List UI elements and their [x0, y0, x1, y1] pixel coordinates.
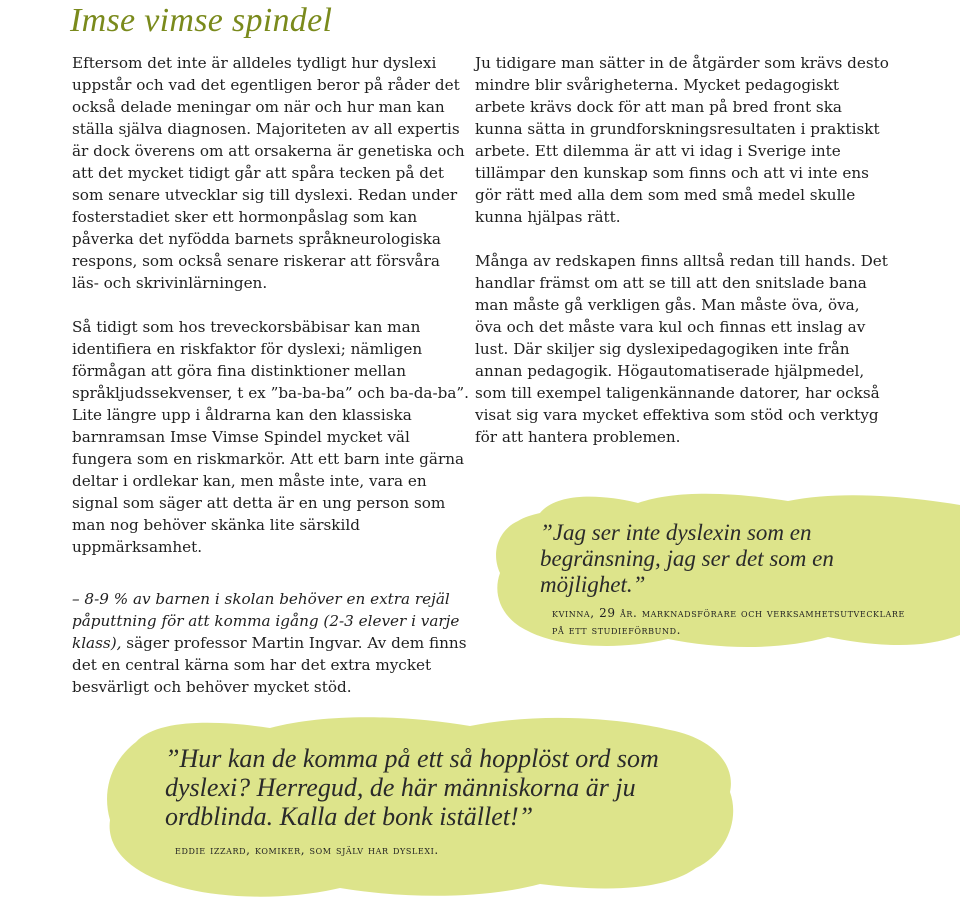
page-title: Imse vimse spindel — [70, 2, 333, 39]
body-paragraph: Eftersom det inte är alldeles tydligt hur dyslexi uppstår och vad det egentligen beror på råder det också delade meningar om när och hur man kan ställa själva diagnosen. Majoriteten av all expertis är dock överens om att orsakerna är genetiska och att det mycket tidigt går att spåra tecken på det som senare utvecklar sig till dyslexi. Redan under fosterstadiet sker ett hormonpåslag som kan påverka det nyfödda barnets språkneurologiska respons, som också senare riskerar att försvåra läs- och skrivinlärningen. — [72, 54, 465, 292]
body-paragraph: Ju tidigare man sätter in de åtgärder som krävs desto mindre blir svårigheterna. Mycket pedagogiskt arbete krävs dock för att man på bred front ska kunna sätta in grundforskningsresultaten i praktiskt arbete. Ett dilemma är att vi idag i Sverige inte tillämpar den kunskap som finns och att vi inte ens gör rätt med alla dem som med små medel skulle kunna hjälpas rätt. — [475, 54, 889, 226]
body-paragraph: Så tidigt som hos treveckorsbäbisar kan man identifiera en riskfaktor för dyslexi; nämligen förmågan att göra fina distinktioner mellan språkljudssekvenser, t ex ”ba-ba-ba” och ba-da-ba”. Lite längre upp i åldrarna kan den klassiska barnramsan Imse Vimse Spindel mycket väl fungera som en riskmarkör. Att ett barn inte gärna deltar i ordlekar kan, men måste inte, vara en signal som säger att detta är en ung person som man nog behöver skänka lite särskild uppmärksamhet. — [72, 318, 469, 556]
left-column — [72, 52, 470, 698]
quote-attribution-2: eddie izzard, komiker, som själv har dyslexi. — [175, 843, 439, 857]
quote-text-2: ”Hur kan de komma på ett så hopplöst ord som dyslexi? Herregud, de här människorna är ju ordblinda. Kalla det bonk istället!” — [165, 744, 659, 831]
quote-paragraph-rest: säger professor Martin Ingvar. Av dem finns det en central kärna som har det extra mycket besvärligt och behöver mycket stöd. — [72, 634, 467, 696]
quote-attribution-1: kvinna, 29 år. marknadsförare och verksamhetsutvecklare på ett studieförbund. — [552, 606, 905, 637]
right-column — [475, 52, 890, 448]
italic-quote-text: – 8-9 % av barnen i skolan behöver en extra rejäl påputtning för att komma igång (2-3 elever i varje klass), — [72, 590, 460, 652]
quote-text-1: ”Jag ser inte dyslexin som en begränsning, jag ser det som en möjlighet.” — [540, 520, 834, 597]
quote-paragraph — [72, 588, 470, 698]
body-paragraph: Många av redskapen finns alltså redan till hands. Det handlar främst om att se till att den snitslade bana man måste gå verkligen gås. Man måste öva, öva, öva och det måste vara kul och finnas ett inslag av lust. Där skiljer sig dyslexipedagogiken inte från annan pedagogik. Högautomatiserade hjälpmedel, som till exempel taligenkännande datorer, har också visat sig vara mycket effektiva som stöd och verktyg för att hantera problemen. — [475, 252, 888, 446]
